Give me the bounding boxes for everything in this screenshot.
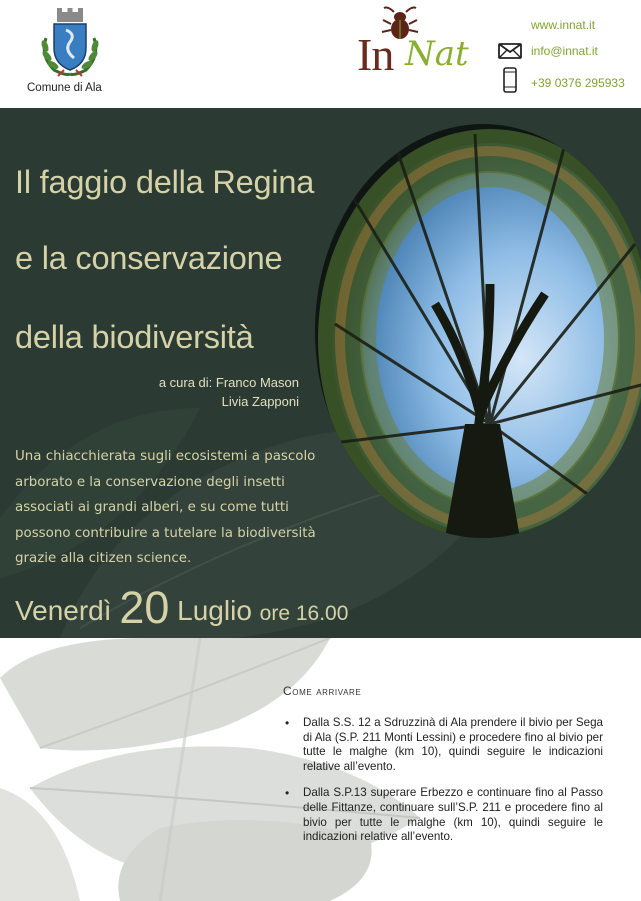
date-day: 20: [119, 582, 170, 633]
hero-band: [0, 108, 641, 638]
header: [0, 0, 641, 108]
date-time: ore 16.00: [259, 602, 349, 625]
event-date: [15, 579, 348, 631]
title-line-3: della biodiversità: [15, 319, 254, 355]
directions-heading: Come arrivare: [283, 684, 362, 698]
event-description: Una chiacchierata sugli ecosistemi a pascolo arborato e la conservazione degli insetti associati ai grandi alberi, e su come tutti possono contribuire a tutelare la biodiversità grazie alla citizen science.: [15, 449, 316, 567]
logo-text-in: In: [357, 29, 394, 80]
date-month: Luglio: [177, 595, 252, 626]
curator-line-2: Livia Zapponi: [221, 394, 299, 409]
curator-line-1: a cura di: Franco Mason: [158, 375, 299, 390]
directions-step: • Dalla S.P.13 superare Erbezzo e continuare fino al Passo delle Fittanze, continuare sull’S.P. 211 e procedere fino al bivio per tutte le malghe (km 10), quindi seguire le indicazioni relative all’evento.: [283, 786, 603, 844]
title-line-1: Il faggio della Regina: [15, 164, 315, 200]
email-link[interactable]: info@innat.it: [531, 44, 598, 58]
innat-logo: [355, 6, 480, 80]
phone-number[interactable]: +39 0376 295933: [531, 76, 625, 90]
comune-label: Comune di Ala: [27, 82, 102, 94]
fisheye-forest-photo: [315, 124, 641, 538]
directions-step: • Dalla S.S. 12 a Sdruzzinà di Ala prendere il bivio per Sega di Ala (S.P. 211 Monti Lessini) e procedere fino al bivio per tutte le malghe (km 10), quindi seguire le indicazioni relative all’evento.: [283, 716, 603, 774]
title-line-2: e la conservazione: [15, 240, 283, 276]
crest-emblem-icon: [36, 8, 104, 78]
phone-icon: [503, 67, 517, 93]
mail-icon: [498, 43, 522, 59]
logo-text-nat: Nat: [405, 34, 469, 74]
date-weekday: Venerdì: [15, 595, 112, 626]
website-link[interactable]: www.innat.it: [531, 18, 596, 32]
directions-list: [283, 716, 603, 857]
